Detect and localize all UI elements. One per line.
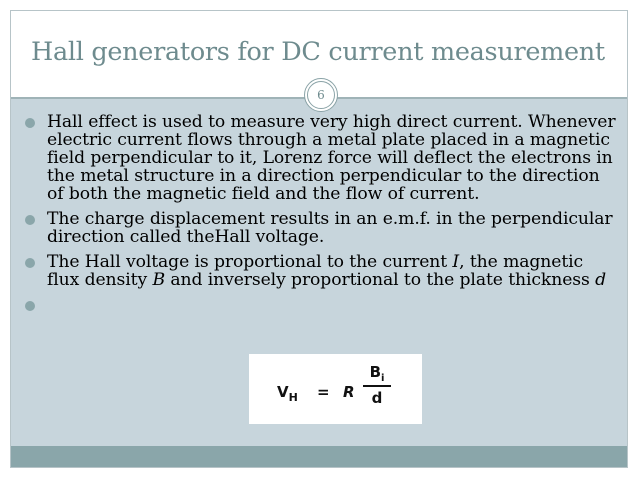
fraction-bar <box>363 385 391 387</box>
formula-denominator: d <box>371 389 383 407</box>
footer-bar <box>11 446 627 467</box>
bullet-item <box>23 113 619 203</box>
formula-image <box>249 354 422 424</box>
formula-v-sub: H <box>288 391 298 404</box>
formula-v: V <box>277 383 289 401</box>
slide-body <box>11 99 627 448</box>
bullet-icon <box>25 301 35 311</box>
page-number-badge <box>304 78 338 112</box>
flux-symbol: B <box>152 270 165 290</box>
bullet-text-e: and inversely proportional to the plate thickness <box>164 270 596 290</box>
bullet-icon <box>25 118 35 128</box>
bullet-icon <box>25 258 35 268</box>
bullet-list <box>23 113 619 296</box>
formula-numerator <box>363 363 391 383</box>
page-number: 6 <box>307 81 335 109</box>
bullet-icon <box>25 215 35 225</box>
bullet-text: The charge displacement results in an e.m.f. in the perpendicular direction called theHall voltage. <box>47 209 613 247</box>
bullet-text: Hall effect is used to measure very high direct current. Whenever electric current flows through a metal plate placed in a magnetic field perpendicular to it, Lorenz force will deflect the electrons in the metal structure in a direction perpendicular to the direction of both the magnetic field and the flow of current. <box>47 112 616 204</box>
bullet-item <box>23 210 619 246</box>
slide-frame <box>10 10 628 468</box>
current-symbol: I <box>452 252 460 272</box>
thickness-symbol: d <box>595 270 606 290</box>
formula-lhs <box>277 383 298 404</box>
formula-b: B <box>369 363 381 381</box>
formula-fraction <box>363 363 391 407</box>
formula-equals: = <box>317 383 330 401</box>
bullet-text-c: , the magnetic flux density <box>47 252 584 290</box>
formula-coef: R <box>343 383 355 401</box>
bullet-item <box>23 253 619 289</box>
slide-title: Hall generators for DC current measurement <box>31 37 605 67</box>
formula-b-sub: i <box>381 373 385 384</box>
bullet-text-a: The Hall voltage is proportional to the current <box>47 252 453 272</box>
